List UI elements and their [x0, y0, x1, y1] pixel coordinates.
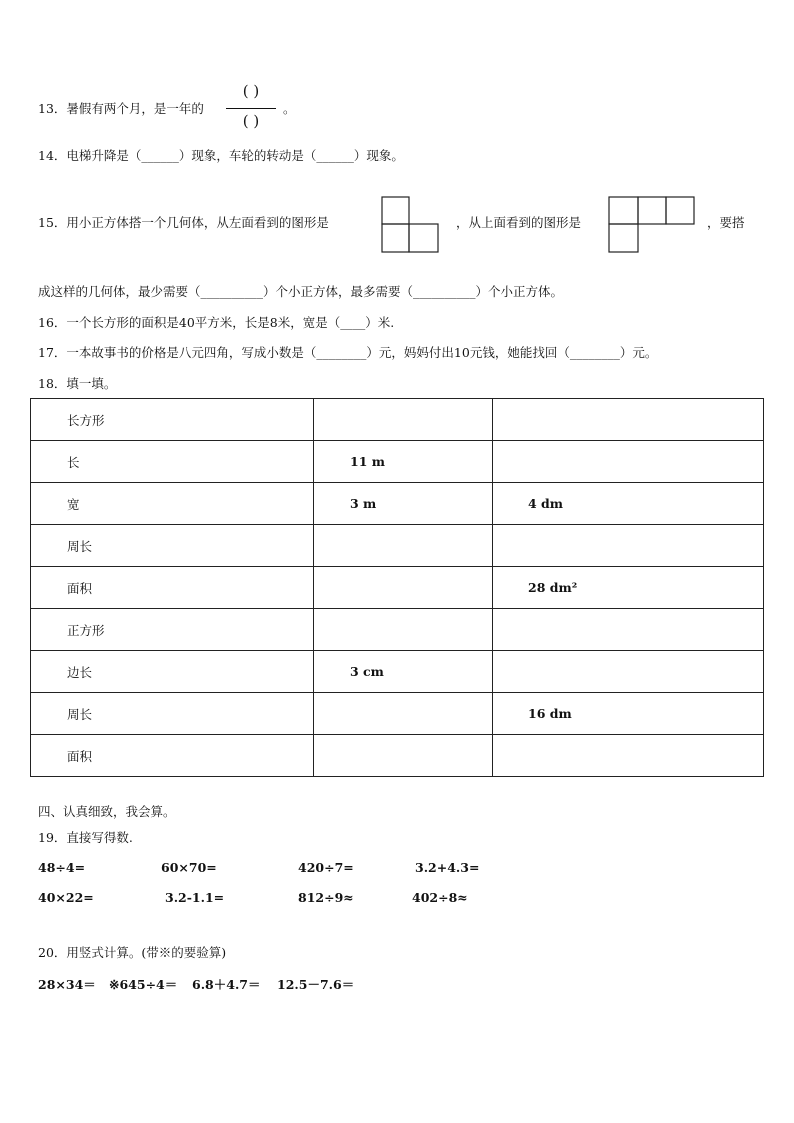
- question-14: 14．电梯升降是（______）现象，车轮的转动是（______）现象。: [38, 148, 404, 163]
- vertical-calc-item: 12.5－7.6＝: [277, 977, 355, 992]
- table-cell: [314, 735, 493, 777]
- table-cell: [493, 441, 764, 483]
- table-cell: 面积: [31, 735, 314, 777]
- question-20: 20．用竖式计算。(带※的要验算): [38, 945, 227, 960]
- calc-item: 420÷7=: [298, 860, 354, 875]
- table-cell: [314, 693, 493, 735]
- table-cell: 长: [31, 441, 314, 483]
- calc-item: 60×70=: [161, 860, 217, 875]
- table-cell: 周长: [31, 693, 314, 735]
- fraction-bar: [226, 108, 276, 109]
- question-16: 16．一个长方形的面积是40平方米，长是8米，宽是（____）米.: [38, 315, 395, 330]
- table-cell: [314, 525, 493, 567]
- question-15-part3: ，要搭: [707, 215, 745, 230]
- table-cell: [493, 609, 764, 651]
- table-row: [31, 399, 764, 441]
- fraction-denominator: ( ): [242, 112, 260, 130]
- table-cell: 4 dm: [493, 483, 764, 525]
- question-13: 13．暑假有两个月，是一年的: [38, 101, 204, 116]
- table-cell: 周长: [31, 525, 314, 567]
- calc-item: 402÷8≈: [412, 890, 468, 905]
- table-row: [31, 483, 764, 525]
- top-view-figure: [608, 196, 696, 254]
- question-15-part2: ，从上面看到的图形是: [456, 215, 582, 230]
- table-cell: 11 m: [314, 441, 493, 483]
- calc-item: 40×22=: [38, 890, 94, 905]
- table-cell: [493, 735, 764, 777]
- left-view-figure: [381, 196, 441, 254]
- table-cell: [314, 567, 493, 609]
- table-row: [31, 609, 764, 651]
- calc-item: 812÷9≈: [298, 890, 354, 905]
- question-15-line2: 成这样的几何体，最少需要（__________）个小正方体，最多需要（__________）个小正方体。: [38, 284, 564, 299]
- vertical-calc-item: 28×34＝: [38, 977, 96, 992]
- table-cell: 正方形: [31, 609, 314, 651]
- section-4-title: 四、认真细致，我会算。: [38, 804, 176, 819]
- table-row: [31, 693, 764, 735]
- question-15-part1: 15．用小正方体搭一个几何体，从左面看到的图形是: [38, 215, 329, 230]
- table-cell: 宽: [31, 483, 314, 525]
- calc-item: 48÷4=: [38, 860, 86, 875]
- table-cell: 长方形: [31, 399, 314, 441]
- fraction-blank: [222, 80, 280, 136]
- question-17: 17．一本故事书的价格是八元四角，写成小数是（________）元，妈妈付出10元钱，她能找回（________）元。: [38, 345, 658, 360]
- table-cell: [493, 525, 764, 567]
- vertical-calc-item: 6.8＋4.7＝: [192, 977, 261, 992]
- table-cell: 3 m: [314, 483, 493, 525]
- table-row: [31, 525, 764, 567]
- table-cell: 3 cm: [314, 651, 493, 693]
- table-cell: 面积: [31, 567, 314, 609]
- table-cell: [314, 399, 493, 441]
- vertical-calc-item: ※645÷4＝: [109, 977, 178, 992]
- question-19: 19．直接写得数.: [38, 830, 133, 845]
- table-cell: [493, 651, 764, 693]
- table-row: [31, 441, 764, 483]
- table-cell: [314, 609, 493, 651]
- table-cell: 边长: [31, 651, 314, 693]
- calc-item: 3.2+4.3=: [415, 860, 480, 875]
- fraction-numerator: ( ): [242, 82, 260, 100]
- question-18: 18．填一填。: [38, 376, 117, 391]
- table-row: [31, 651, 764, 693]
- calc-item: 3.2-1.1=: [165, 890, 225, 905]
- fill-in-table: [30, 398, 764, 777]
- table-cell: [493, 399, 764, 441]
- table-cell: 16 dm: [493, 693, 764, 735]
- table-row: [31, 735, 764, 777]
- question-13-end: 。: [283, 101, 296, 116]
- table-row: [31, 567, 764, 609]
- table-cell: 28 dm²: [493, 567, 764, 609]
